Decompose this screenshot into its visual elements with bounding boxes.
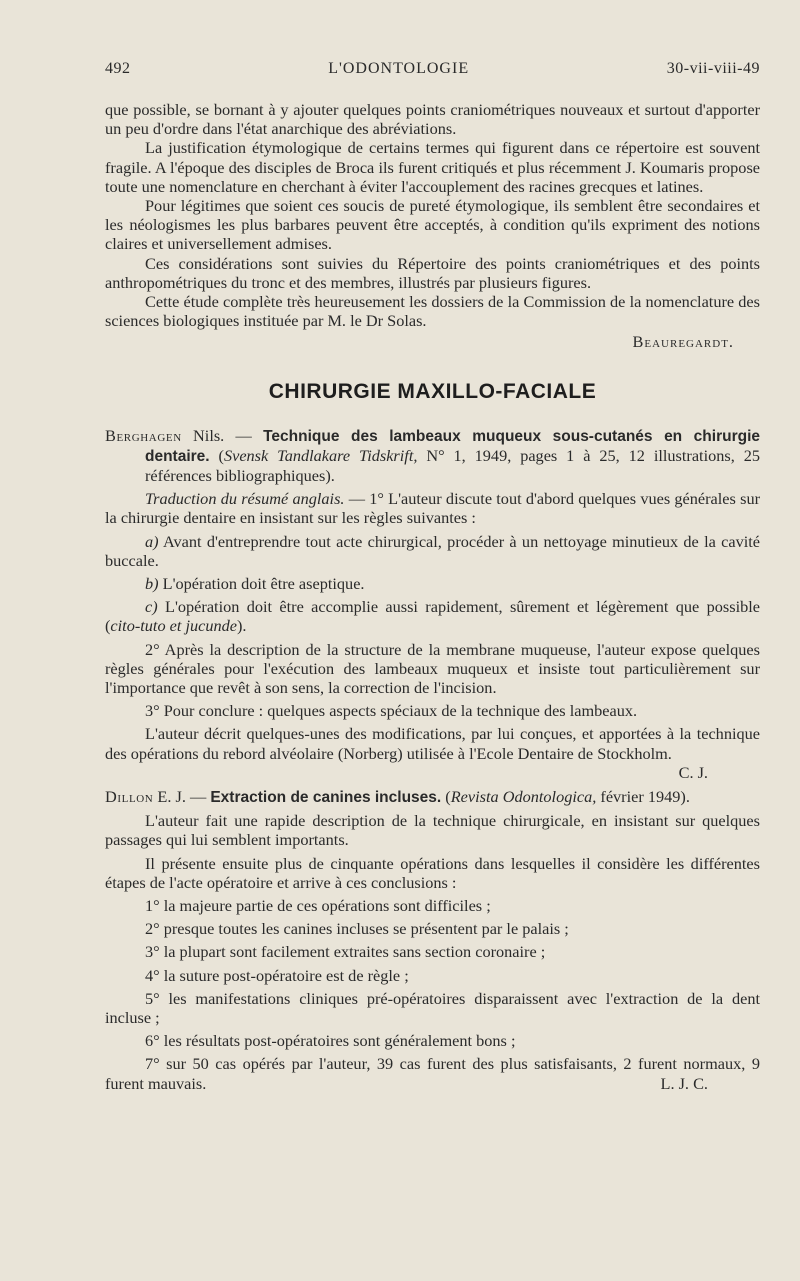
article2-source: Revista Odontologica, bbox=[450, 786, 597, 806]
conclusion-item-4: 4° la suture post-opératoire est de règle ; bbox=[145, 965, 409, 985]
article1-rule-a-label: a) bbox=[145, 531, 159, 551]
conclusion-item-6: 6° les résultats post-opératoires sont généralement bons ; bbox=[145, 1031, 516, 1051]
article1-header bbox=[105, 426, 760, 486]
page-number: 492 bbox=[105, 60, 131, 77]
running-header bbox=[105, 60, 760, 100]
article1-trad-label: Traduction du résumé anglais. bbox=[145, 489, 345, 509]
intro-paragraph-5: Cette étude complète très heureusement les dossiers de la Commission de la nomenclature des sciences biologiques instituée par M. le Dr Solas. bbox=[105, 292, 760, 331]
article2-author: Dillon bbox=[105, 786, 154, 806]
article1-rule-a-text: Avant d'entreprendre tout acte chirurgical, procéder à un nettoyage minutieux de la cavité buccale. bbox=[105, 531, 760, 570]
article2-initials: L. J. C. bbox=[660, 1073, 708, 1093]
intro-paragraph-2: La justification étymologique de certains termes qui figurent dans ce répertoire est souvent fragile. A l'époque des disciples de Broca ils furent critiqués et plus récemment J. Koumaris propose toute une nomenclature en cherchant à éviter l'accouplement des racines grecques et latines. bbox=[105, 138, 760, 196]
article1-source-open: ( bbox=[209, 445, 224, 465]
intro-paragraph-3: Pour légitimes que soient ces soucis de pureté étymologique, ils semblent être secondaires et les néologismes les plus barbares peuvent être acceptés, à condition qu'ils expriment des notions claires et universellement admises. bbox=[105, 196, 760, 254]
journal-title: L'ODONTOLOGIE bbox=[328, 60, 470, 77]
article1-rule-c-text: L'opération doit être accomplie aussi rapidement, sûrement et légèrement que possible ( bbox=[105, 597, 760, 636]
article2-source-open: ( bbox=[441, 786, 451, 806]
article1-paragraph-3: 3° Pour conclure : quelques aspects spéciaux de la technique des lambeaux. bbox=[145, 701, 638, 721]
article1-title: Technique des lambeaux muqueux sous-cutanés en chirurgie dentaire. bbox=[145, 427, 760, 465]
article1-rule-c bbox=[105, 597, 760, 635]
intro-paragraph-1: que possible, se bornant à y ajouter quelques points craniométriques nouveaux et surtout d'apporter un peu d'ordre dans l'état anarchique des abréviations. bbox=[105, 100, 760, 139]
conclusion-item-3: 3° la plupart sont facilement extraites sans section coronaire ; bbox=[145, 942, 546, 962]
article1-rule-a bbox=[105, 532, 760, 570]
conclusion-item-2: 2° presque toutes les canines incluses se présentent par le palais ; bbox=[145, 919, 569, 939]
article2-author-first: E. J. — bbox=[153, 786, 211, 806]
intro-signature: Beauregardt. bbox=[632, 332, 734, 352]
article2-source-rest: février 1949). bbox=[596, 786, 690, 806]
article2-header bbox=[105, 787, 760, 807]
article1-rule-c-label: c) bbox=[145, 597, 158, 617]
article2-title: Extraction de canines incluses. bbox=[210, 788, 442, 806]
article1-paragraph-4-text: L'auteur décrit quelques-unes des modifications, par lui conçues, et apportées à la technique des opérations du rebord alvéolaire (Norberg) utilisée à l'Ecole Dentaire de Stockholm. bbox=[105, 724, 760, 763]
article1-rule-b-text: L'opération doit être aseptique. bbox=[158, 574, 365, 594]
article2-paragraph-2: Il présente ensuite plus de cinquante opérations dans lesquelles il considère les différentes étapes de l'acte opératoire et arrive à ces conclusions : bbox=[105, 853, 760, 892]
article1-trad-rest: — 1° L'auteur discute tout d'abord quelques vues générales sur la chirurgie dentaire en insistant sur les règles suivantes : bbox=[105, 489, 761, 528]
article1-translation bbox=[105, 489, 760, 527]
article1-initials: C. J. bbox=[678, 762, 708, 782]
article1-source-rest: N° 1, 1949, pages 1 à 25, 12 illustrations, 25 références bibliographiques). bbox=[145, 445, 760, 486]
issue-date: 30-vii-viii-49 bbox=[666, 60, 760, 77]
article1-rule-c-end: ). bbox=[237, 616, 247, 636]
article1-rule-b-label: b) bbox=[145, 574, 159, 594]
article2-paragraph-1: L'auteur fait une rapide description de la technique chirurgicale, en insistant sur quelques passages qui lui semblent importants. bbox=[105, 811, 760, 850]
intro-paragraph-4: Ces considérations sont suivies du Répertoire des points craniométriques et des points anthropométriques du tronc et des membres, illustrés par plusieurs figures. bbox=[105, 253, 760, 292]
article1-rule-c-latin: cito-tuto et jucunde bbox=[110, 616, 238, 636]
conclusion-item-5: 5° les manifestations cliniques pré-opératoires disparaissent avec l'extraction de la dent incluse ; bbox=[105, 988, 760, 1027]
article1-paragraph-4 bbox=[105, 724, 760, 782]
conclusion-item-7-text: 7° sur 50 cas opérés par l'auteur, 39 cas furent des plus satisfaisants, 2 furent normaux, 9 furent mauvais. bbox=[105, 1054, 760, 1093]
section-title: CHIRURGIE MAXILLO-FACIALE bbox=[268, 379, 597, 403]
article1-author: Berghagen bbox=[105, 425, 182, 445]
conclusion-item-7 bbox=[105, 1054, 760, 1092]
article1-rule-b bbox=[105, 574, 760, 593]
article1-author-first: Nils. — bbox=[181, 425, 264, 445]
conclusion-item-1: 1° la majeure partie de ces opérations sont difficiles ; bbox=[145, 895, 491, 915]
article1-paragraph-2: 2° Après la description de la structure de la membrane muqueuse, l'auteur expose quelques règles générales pour l'exécution des lambeaux muqueux et insiste tout particulièrement sur l'importance que revêt à son sens, la correction de l'incision. bbox=[105, 639, 760, 698]
article1-source: Svensk Tandlakare Tidskrift, bbox=[223, 445, 418, 465]
